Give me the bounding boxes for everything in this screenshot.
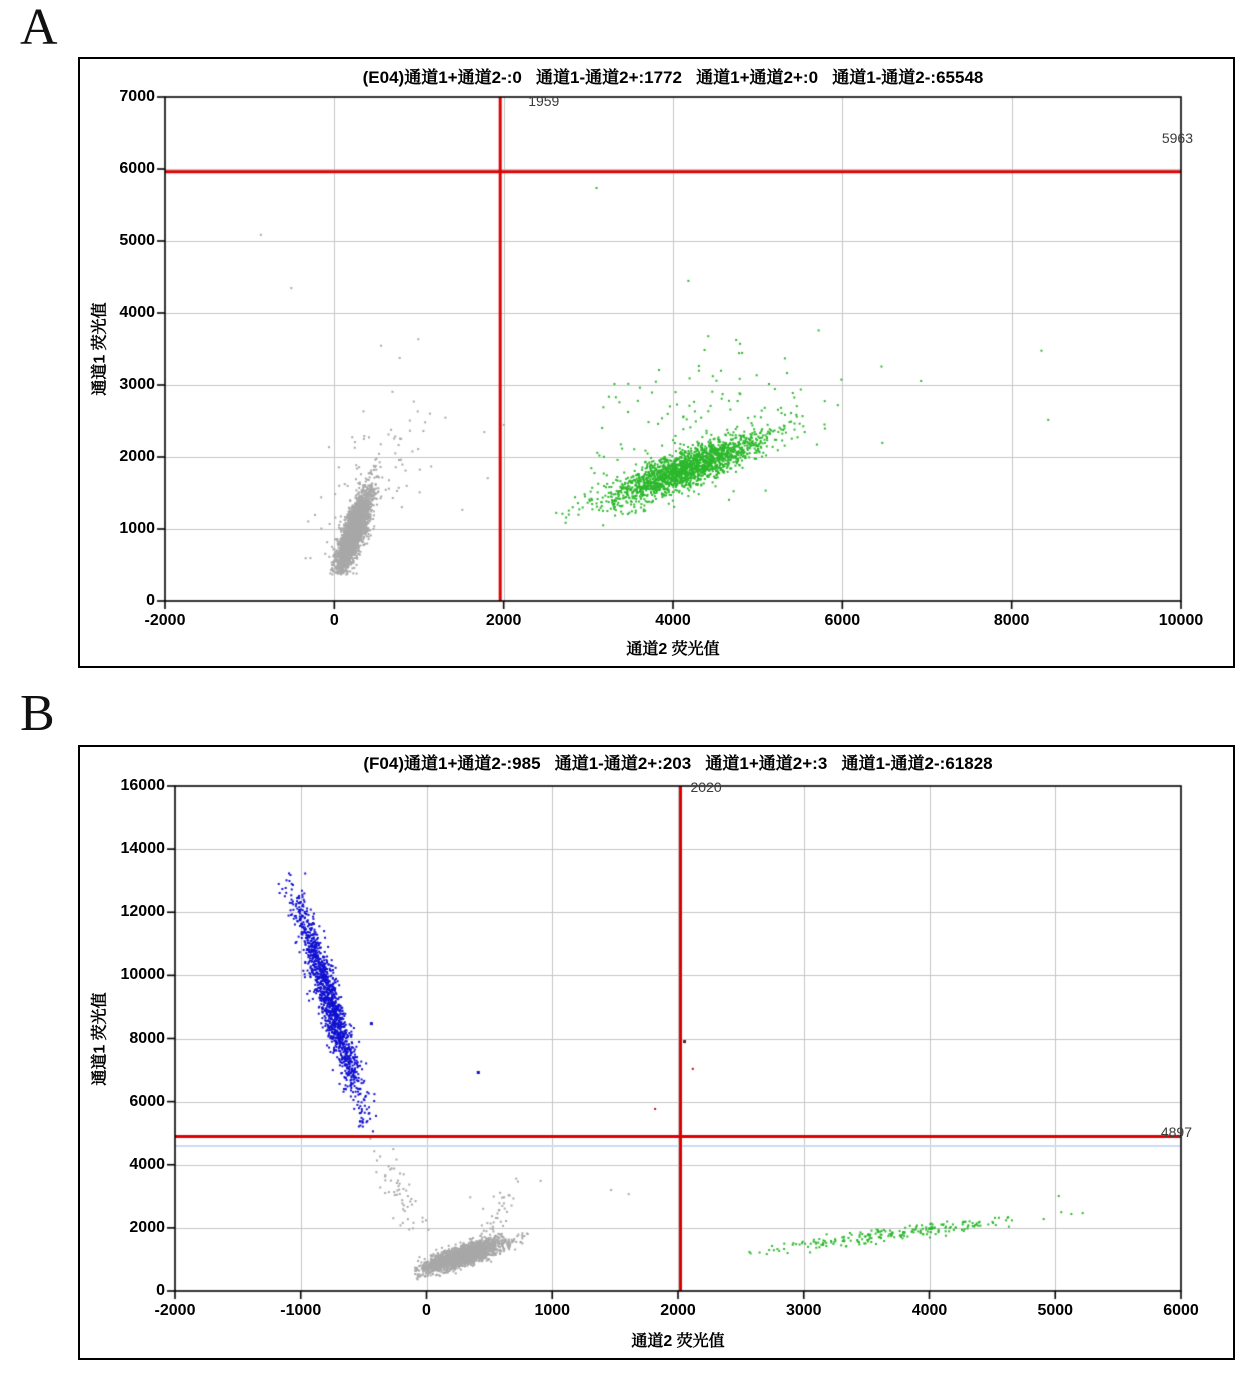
y-tick-label: 2000 (119, 448, 155, 465)
y-tick-label: 10000 (120, 966, 165, 984)
x-tick-label: 6000 (824, 612, 861, 629)
x-tick-label: 5000 (1037, 1302, 1074, 1319)
x-tick-label: 3000 (785, 1302, 822, 1319)
figure-label-b: B (20, 685, 55, 742)
y-tick-label: 7000 (119, 88, 155, 105)
x-tick-label: 6000 (1163, 1302, 1199, 1319)
scatter-canvas-b (80, 747, 1233, 1358)
y-tick-label: 0 (156, 1282, 165, 1299)
y-tick-label: 4000 (129, 1155, 165, 1173)
y-tick-label: 6000 (119, 160, 155, 177)
x-tick-label: 1000 (534, 1302, 571, 1319)
y-axis-label-a: 通道1 荧光值 (91, 302, 109, 396)
x-tick-label: 8000 (993, 612, 1030, 629)
x-tick-label: 2000 (660, 1302, 696, 1319)
crosshair-y-value-b: 4897 (1160, 1124, 1192, 1141)
figure-label-a: A (20, 0, 58, 56)
x-tick-label: 4000 (911, 1302, 948, 1319)
y-axis-label-b: 通道1 荧光值 (91, 991, 109, 1086)
x-tick-label: -2000 (154, 1302, 196, 1319)
x-tick-label: 10000 (1158, 612, 1204, 629)
y-tick-label: 2000 (129, 1218, 165, 1236)
crosshair-y-value-a: 5963 (1161, 129, 1193, 146)
y-tick-label: 16000 (120, 777, 165, 794)
plot-title-a: (E04)通道1+通道2-:0 通道1-通道2+:1772 通道1+通道2+:0 通道1-通道2-:65548 (362, 68, 984, 87)
x-tick-label: 0 (329, 612, 339, 629)
scatter-canvas-a (80, 59, 1233, 666)
y-tick-label: 14000 (120, 840, 165, 858)
y-tick-label: 6000 (129, 1092, 165, 1110)
x-axis-label-a: 通道2 荧光值 (626, 641, 720, 658)
y-tick-label: 3000 (119, 376, 155, 393)
plot-title-b: (F04)通道1+通道2-:985 通道1-通道2+:203 通道1+通道2+:3 通道1-通道2-:61828 (363, 754, 993, 773)
y-tick-label: 5000 (119, 232, 155, 249)
scatter-panel-b (78, 745, 1235, 1360)
x-tick-label: 2000 (485, 612, 522, 629)
y-tick-label: 4000 (119, 304, 155, 321)
y-tick-label: 0 (146, 592, 155, 609)
x-tick-label: -2000 (144, 612, 186, 629)
y-tick-label: 8000 (129, 1029, 165, 1047)
crosshair-x-value-b: 2020 (690, 779, 722, 795)
x-axis-label-b: 通道2 荧光值 (631, 1333, 725, 1350)
y-tick-label: 1000 (119, 520, 155, 537)
x-tick-label: 0 (422, 1302, 431, 1319)
y-tick-label: 12000 (120, 903, 165, 921)
crosshair-x-value-a: 1959 (528, 93, 560, 109)
x-tick-label: -1000 (280, 1302, 322, 1319)
x-tick-label: 4000 (655, 612, 691, 629)
scatter-panel-a (78, 57, 1235, 668)
